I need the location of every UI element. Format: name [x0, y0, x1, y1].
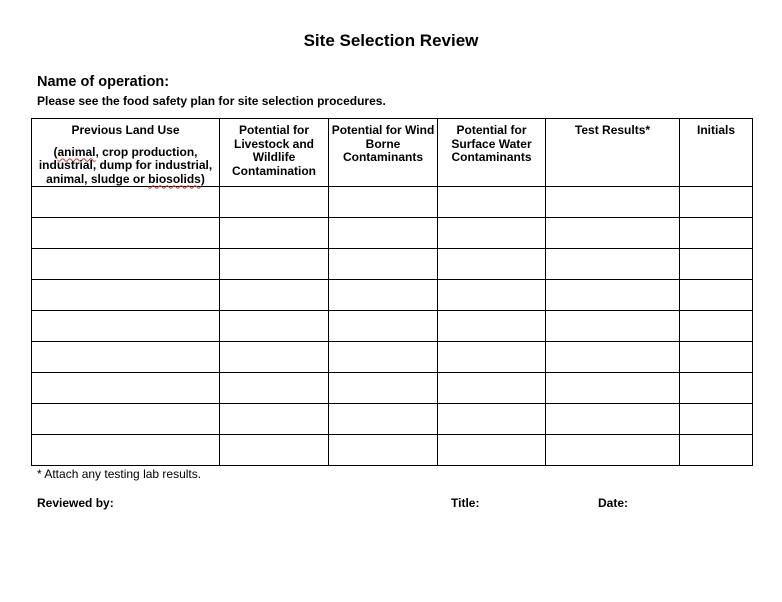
cell-previous-land-use[interactable] — [32, 218, 220, 249]
col-header-previous-land-use-label: Previous Land Use — [71, 123, 180, 137]
examples-word-animal: animal — [57, 144, 96, 159]
cell-wind-borne[interactable] — [329, 187, 438, 218]
cell-wind-borne[interactable] — [329, 435, 438, 466]
table-row — [32, 342, 753, 373]
cell-initials[interactable] — [680, 311, 753, 342]
site-review-table — [31, 118, 753, 466]
examples-open-paren: ( — [53, 144, 58, 159]
cell-initials[interactable] — [680, 342, 753, 373]
cell-livestock-wildlife[interactable] — [220, 218, 329, 249]
col-header-livestock-wildlife: Potential for Livestock and Wildlife Contamination — [220, 119, 329, 187]
cell-wind-borne[interactable] — [329, 249, 438, 280]
cell-surface-water[interactable] — [438, 342, 546, 373]
cell-livestock-wildlife[interactable] — [220, 280, 329, 311]
cell-livestock-wildlife[interactable] — [220, 249, 329, 280]
cell-test-results[interactable] — [546, 249, 680, 280]
table-row — [32, 249, 753, 280]
col-header-land-use-examples — [32, 146, 219, 187]
cell-livestock-wildlife[interactable] — [220, 373, 329, 404]
cell-initials[interactable] — [680, 218, 753, 249]
cell-wind-borne[interactable] — [329, 311, 438, 342]
cell-initials[interactable] — [680, 249, 753, 280]
cell-surface-water[interactable] — [438, 404, 546, 435]
examples-word-biosolids: biosolids — [148, 171, 201, 186]
table-row — [32, 373, 753, 404]
table-row — [32, 311, 753, 342]
cell-wind-borne[interactable] — [329, 342, 438, 373]
instructions-text: Please see the food safety plan for site selection procedures. — [37, 94, 386, 108]
cell-initials[interactable] — [680, 373, 753, 404]
cell-previous-land-use[interactable] — [32, 342, 220, 373]
cell-initials[interactable] — [680, 435, 753, 466]
cell-wind-borne[interactable] — [329, 373, 438, 404]
cell-initials[interactable] — [680, 280, 753, 311]
cell-test-results[interactable] — [546, 280, 680, 311]
cell-test-results[interactable] — [546, 187, 680, 218]
cell-initials[interactable] — [680, 404, 753, 435]
cell-livestock-wildlife[interactable] — [220, 435, 329, 466]
cell-livestock-wildlife[interactable] — [220, 311, 329, 342]
title-label: Title: — [451, 496, 480, 510]
cell-test-results[interactable] — [546, 404, 680, 435]
cell-surface-water[interactable] — [438, 187, 546, 218]
table-row — [32, 435, 753, 466]
cell-surface-water[interactable] — [438, 373, 546, 404]
cell-previous-land-use[interactable] — [32, 311, 220, 342]
cell-previous-land-use[interactable] — [32, 404, 220, 435]
table-row — [32, 187, 753, 218]
cell-wind-borne[interactable] — [329, 218, 438, 249]
reviewed-by-label: Reviewed by: — [37, 496, 114, 510]
col-header-test-results: Test Results* — [546, 119, 680, 187]
cell-previous-land-use[interactable] — [32, 249, 220, 280]
cell-test-results[interactable] — [546, 218, 680, 249]
cell-test-results[interactable] — [546, 342, 680, 373]
col-header-surface-water: Potential for Surface Water Contaminants — [438, 119, 546, 187]
header-row — [32, 119, 753, 187]
cell-livestock-wildlife[interactable] — [220, 404, 329, 435]
date-label: Date: — [598, 496, 629, 510]
cell-previous-land-use[interactable] — [32, 187, 220, 218]
col-header-initials: Initials — [680, 119, 753, 187]
cell-surface-water[interactable] — [438, 218, 546, 249]
table-row — [32, 218, 753, 249]
cell-livestock-wildlife[interactable] — [220, 187, 329, 218]
examples-close-paren: ) — [200, 171, 205, 186]
cell-surface-water[interactable] — [438, 249, 546, 280]
col-header-previous-land-use — [32, 119, 220, 187]
cell-surface-water[interactable] — [438, 280, 546, 311]
cell-test-results[interactable] — [546, 435, 680, 466]
examples-middle-text: , crop production, industrial, dump for industrial, animal, sludge or — [38, 144, 213, 186]
cell-surface-water[interactable] — [438, 435, 546, 466]
cell-livestock-wildlife[interactable] — [220, 342, 329, 373]
cell-previous-land-use[interactable] — [32, 280, 220, 311]
cell-test-results[interactable] — [546, 311, 680, 342]
operation-name-label: Name of operation: — [37, 74, 170, 90]
col-header-wind-borne: Potential for Wind Borne Contaminants — [329, 119, 438, 187]
testing-footnote: * Attach any testing lab results. — [37, 467, 202, 481]
cell-previous-land-use[interactable] — [32, 373, 220, 404]
cell-previous-land-use[interactable] — [32, 435, 220, 466]
form-title: Site Selection Review — [303, 31, 479, 50]
cell-initials[interactable] — [680, 187, 753, 218]
cell-surface-water[interactable] — [438, 311, 546, 342]
table-body — [32, 187, 753, 466]
table-row — [32, 280, 753, 311]
cell-test-results[interactable] — [546, 373, 680, 404]
table-row — [32, 404, 753, 435]
cell-wind-borne[interactable] — [329, 280, 438, 311]
cell-wind-borne[interactable] — [329, 404, 438, 435]
